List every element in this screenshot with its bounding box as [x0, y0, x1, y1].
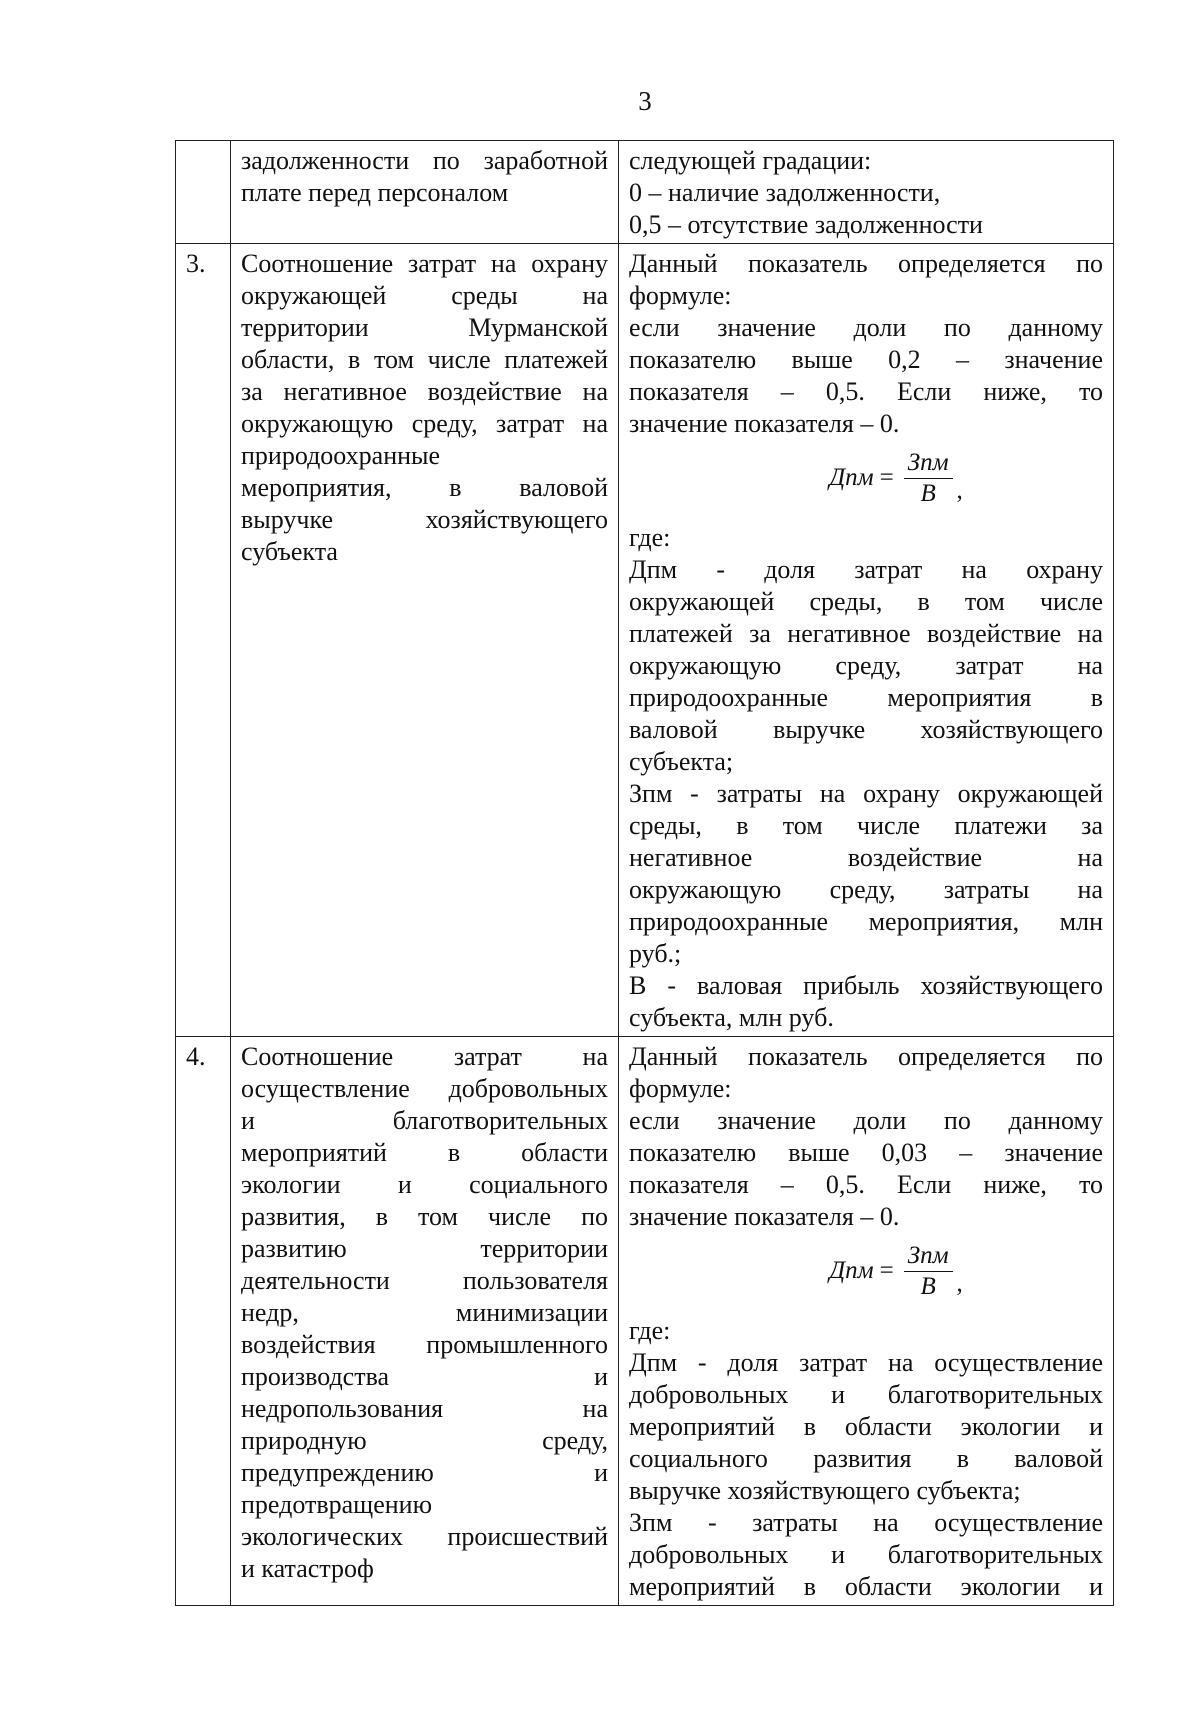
page-number: 3	[638, 86, 652, 116]
method-text-line: 0 – наличие задолженности,	[629, 178, 941, 207]
indicator-name-line: производства и	[241, 1362, 608, 1391]
method-text-line: выручке хозяйствующего субъекта;	[629, 1476, 1021, 1505]
calculation-method-cell	[619, 244, 1114, 1037]
formula-numerator: Зпм	[904, 448, 953, 479]
indicator-name-line: недр, минимизации	[241, 1298, 608, 1327]
method-text-line: формуле:	[629, 1074, 732, 1103]
calculation-method-cell	[619, 1037, 1114, 1606]
formula-numerator: Зпм	[904, 1241, 953, 1272]
method-text-line: Дпм - доля затрат на осуществление	[629, 1348, 1103, 1377]
calculation-method-cell	[619, 141, 1114, 244]
method-text-line: мероприятий в области экологии и	[629, 1572, 1103, 1601]
method-text-line: платежей за негативное воздействие на	[629, 619, 1103, 648]
row-number	[176, 141, 231, 244]
indicator-name-line: и благотворительных	[241, 1106, 608, 1135]
indicator-name-line: природоохранные	[241, 441, 441, 470]
method-text-line: если значение доли по данному	[629, 1106, 1103, 1135]
method-text-line: добровольных и благотворительных	[629, 1540, 1103, 1569]
method-text-line: показателя – 0,5. Если ниже, то	[629, 377, 1103, 406]
indicator-name-cell	[231, 141, 619, 244]
indicator-name-line: мероприятий в области	[241, 1138, 608, 1167]
formula-denominator: В	[920, 1272, 936, 1300]
method-text-line: добровольных и благотворительных	[629, 1380, 1103, 1409]
indicator-name-line: и катастроф	[241, 1554, 374, 1583]
indicator-name-line: территории Мурманской	[241, 313, 608, 342]
indicator-name-line: окружающей среды на	[241, 281, 608, 310]
table-row	[176, 141, 1114, 244]
indicator-name-line: субъекта	[241, 537, 338, 566]
method-text-line: следующей градации:	[629, 146, 872, 175]
formula	[689, 1233, 1103, 1309]
method-text-line: значение показателя – 0.	[629, 1202, 900, 1231]
indicator-name-line: предупреждению и	[241, 1458, 608, 1487]
row-number: 3.	[176, 244, 231, 1037]
indicator-name-line: Соотношение затрат на охрану	[241, 249, 608, 278]
formula-fraction	[904, 1241, 953, 1302]
method-text-line: где:	[629, 523, 671, 552]
method-text-line: субъекта;	[629, 747, 734, 776]
method-text-line: показателю выше 0,03 – значение	[629, 1138, 1103, 1167]
formula-tail: ,	[956, 477, 963, 504]
formula-equals: =	[879, 1257, 894, 1284]
table-row	[176, 1037, 1114, 1606]
indicator-name-line: окружающую среду, затрат на	[241, 409, 608, 438]
formula-fraction	[904, 448, 953, 509]
method-text-line: негативное воздействие на	[629, 843, 1103, 872]
method-text-line: окружающую среду, затраты на	[629, 875, 1103, 904]
method-text-line: формуле:	[629, 281, 732, 310]
method-text-line: социального развития в валовой	[629, 1444, 1103, 1473]
criteria-table	[175, 140, 1114, 1606]
method-text-line: Зпм - затраты на осуществление	[629, 1508, 1103, 1537]
method-text-line: Данный показатель определяется по	[629, 1042, 1103, 1071]
formula	[689, 440, 1103, 516]
formula-denominator: В	[920, 479, 936, 507]
indicator-name-line: Соотношение затрат на	[241, 1042, 608, 1071]
formula-equals: =	[879, 464, 894, 491]
method-text-line: мероприятий в области экологии и	[629, 1412, 1103, 1441]
method-text-line: природоохранные мероприятия, млн	[629, 907, 1103, 936]
indicator-name-line: деятельности пользователя	[241, 1266, 608, 1295]
method-text-line: руб.;	[629, 939, 682, 968]
method-text-line: природоохранные мероприятия в	[629, 683, 1103, 712]
method-text-line: среды, в том числе платежи за	[629, 811, 1103, 840]
method-text-line: окружающей среды, в том числе	[629, 587, 1103, 616]
indicator-name-line: задолженности по заработной	[241, 146, 608, 175]
method-text-line: 0,5 – отсутствие задолженности	[629, 210, 983, 239]
method-text-line: если значение доли по данному	[629, 313, 1103, 342]
formula-lhs: Дпм	[829, 1257, 874, 1284]
indicator-name-line: развитию территории	[241, 1234, 608, 1263]
method-text-line: В - валовая прибыль хозяйствующего	[629, 971, 1103, 1000]
indicator-name-line: экологических происшествий	[241, 1522, 608, 1551]
method-text-line: показателя – 0,5. Если ниже, то	[629, 1170, 1103, 1199]
formula-lhs: Дпм	[829, 464, 874, 491]
row-number: 4.	[176, 1037, 231, 1606]
formula-tail: ,	[956, 1270, 963, 1297]
indicator-name-cell	[231, 1037, 619, 1606]
indicator-name-line: выручке хозяйствующего	[241, 505, 608, 534]
indicator-name-line: осуществление добровольных	[241, 1074, 608, 1103]
indicator-name-line: области, в том числе платежей	[241, 345, 608, 374]
method-text-line: окружающую среду, затрат на	[629, 651, 1103, 680]
method-text-line: субъекта, млн руб.	[629, 1003, 834, 1032]
indicator-name-line: плате перед персоналом	[241, 178, 509, 207]
method-text-line: Зпм - затраты на охрану окружающей	[629, 779, 1103, 808]
method-text-line: значение показателя – 0.	[629, 409, 900, 438]
indicator-name-line: за негативное воздействие на	[241, 377, 608, 406]
method-text-line: валовой выручке хозяйствующего	[629, 715, 1103, 744]
indicator-name-line: предотвращению	[241, 1490, 432, 1519]
table-row	[176, 244, 1114, 1037]
method-text-line: показателю выше 0,2 – значение	[629, 345, 1103, 374]
method-text-line: Данный показатель определяется по	[629, 249, 1103, 278]
indicator-name-line: экологии и социального	[241, 1170, 608, 1199]
indicator-name-line: мероприятия, в валовой	[241, 473, 608, 502]
indicator-name-cell	[231, 244, 619, 1037]
indicator-name-line: недропользования на	[241, 1394, 608, 1423]
indicator-name-line: воздействия промышленного	[241, 1330, 608, 1359]
indicator-name-line: развития, в том числе по	[241, 1202, 608, 1231]
method-text-line: где:	[629, 1316, 671, 1345]
indicator-name-line: природную среду,	[241, 1426, 608, 1455]
method-text-line: Дпм - доля затрат на охрану	[629, 555, 1103, 584]
